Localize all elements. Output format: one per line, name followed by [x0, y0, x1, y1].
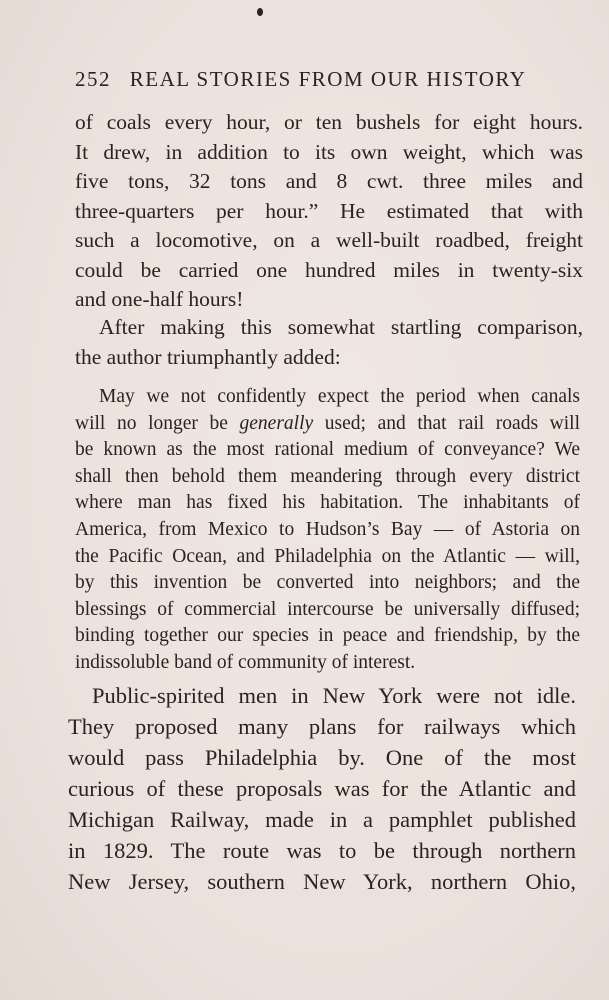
emphasized-word: generally	[239, 412, 314, 434]
block-quote	[75, 384, 580, 677]
quote-line: by this invention be converted into neighbors; and the	[75, 572, 580, 594]
quote-line: shall then behold them meandering through every district	[75, 465, 580, 487]
text-line: curious of these proposals was for the Atlantic and	[68, 776, 576, 801]
text-line: of coals every hour, or ten bushels for eight hours.	[75, 110, 583, 134]
quote-text: will no longer be	[75, 412, 240, 434]
running-title: REAL STORIES FROM OUR HISTORY	[129, 67, 527, 91]
text-line: would pass Philadelphia by. One of the most	[68, 745, 576, 770]
quote-text: used; and that rail roads will	[313, 412, 580, 434]
quote-line: binding together our species in peace and friendship, by the	[75, 625, 580, 647]
text-line: such a locomotive, on a well-built roadbed, freight	[75, 228, 583, 252]
text-line: five tons, 32 tons and 8 cwt. three miles and	[75, 169, 583, 193]
quote-line: indissoluble band of community of interest.	[75, 651, 416, 673]
text-line: After making this somewhat startling comparison,	[99, 315, 583, 339]
text-line: New Jersey, southern New York, northern Ohio,	[68, 869, 576, 894]
text-line: could be carried one hundred miles in twenty-six	[75, 257, 583, 282]
text-line: They proposed many plans for railways which	[68, 714, 576, 739]
text-line: and one-half hours!	[75, 287, 244, 311]
quote-line: the Pacific Ocean, and Philadelphia on the Atlantic — will,	[75, 545, 580, 567]
quote-line: be known as the most rational medium of conveyance? We	[75, 439, 580, 461]
paragraph-3	[68, 680, 576, 897]
quote-line	[75, 411, 580, 438]
quote-line: May we not confidently expect the period when canals	[99, 386, 580, 407]
quote-line: where man has fixed his habitation. The inhabitants of	[75, 492, 580, 514]
text-line: the author triumphantly added:	[75, 344, 341, 369]
running-header	[75, 67, 553, 92]
quote-line: blessings of commercial intercourse be universally diffused;	[75, 598, 580, 620]
paragraph-2	[75, 313, 583, 372]
text-line: in 1829. The route was to be through northern	[68, 838, 576, 863]
quote-line: America, from Mexico to Hudson’s Bay — of Astoria on	[75, 518, 580, 540]
paragraph-1	[75, 108, 583, 315]
text-line: three-quarters per hour.” He estimated that with	[75, 198, 583, 223]
page-number: 252	[75, 67, 111, 91]
text-line: Michigan Railway, made in a pamphlet published	[68, 807, 576, 832]
text-line: Public-spirited men in New York were not idle.	[92, 683, 576, 708]
ink-blot	[257, 8, 263, 16]
text-line: It drew, in addition to its own weight, which was	[75, 139, 583, 164]
